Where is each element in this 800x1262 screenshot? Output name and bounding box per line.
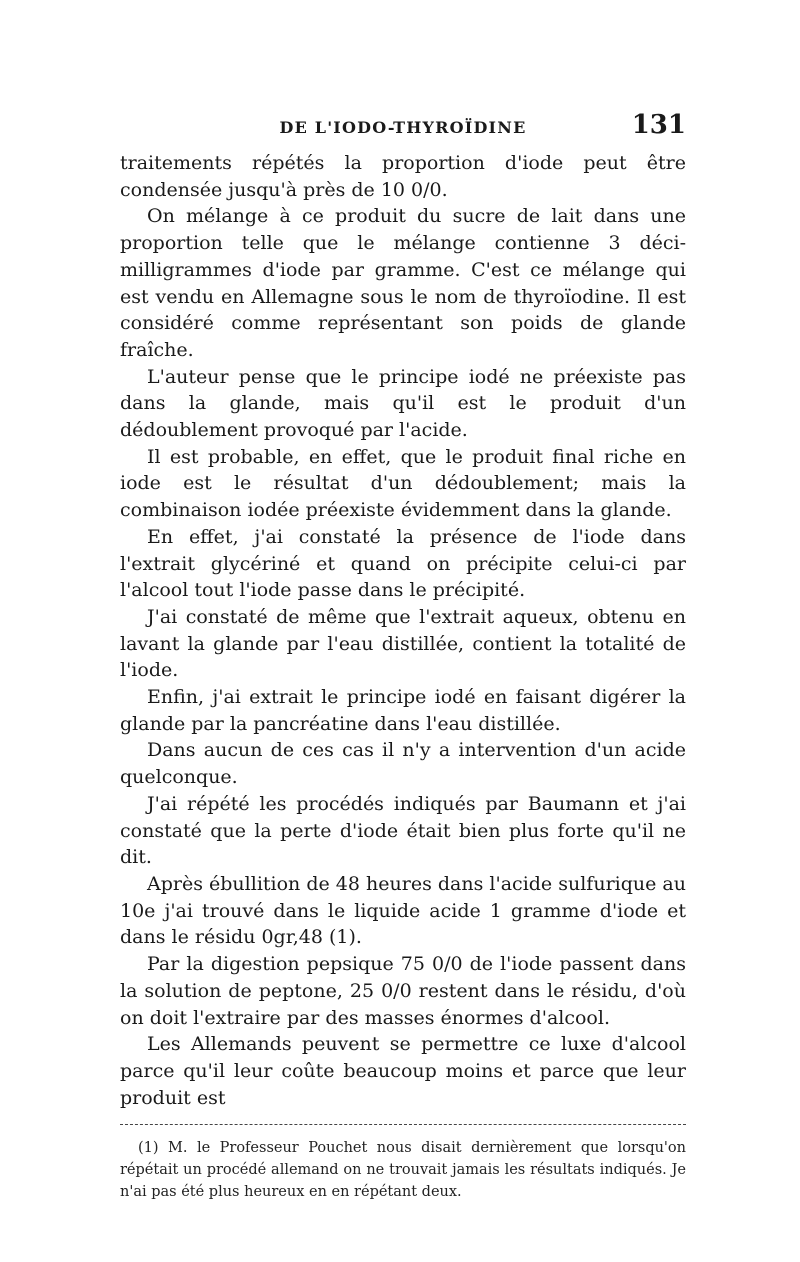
paragraph: Enfin, j'ai extrait le principe iodé en faisant digérer la glande par la pancréatine dans l'eau distillée. bbox=[120, 686, 686, 735]
paragraph: Dans aucun de ces cas il n'y a intervention d'un acide quelconque. bbox=[120, 739, 686, 789]
paragraph: J'ai constaté de même que l'extrait aqueux, obtenu en lavant la glande par l'eau distillée, contient la totalité de l'iode. bbox=[120, 605, 686, 682]
paragraph: L'auteur pense que le principe iodé ne préexiste pas dans la glande, mais qu'il est le produit d'un dédoublement provoqué par l'acide. bbox=[120, 365, 686, 442]
footnote-rule bbox=[120, 1124, 686, 1125]
paragraph: En effet, j'ai constaté la présence de l'iode dans l'extrait glycériné et quand on précipite celui-ci par l'alcool tout l'iode passe dans le précipité. bbox=[120, 525, 686, 602]
paragraph: Les Allemands peuvent se permettre ce luxe d'alcool parce qu'il leur coûte beaucoup moins et parce que leur produit est bbox=[120, 1033, 686, 1109]
body-text bbox=[120, 150, 686, 1111]
paragraph: Il est probable, en effet, que le produit final riche en iode est le résultat d'un dédoublement; mais la combinaison iodée préexiste évidemment dans la glande. bbox=[120, 445, 686, 522]
running-title: DE L'IODO-THYROÏDINE bbox=[279, 118, 527, 137]
page-number: 131 bbox=[631, 110, 686, 140]
paragraph: traitements répétés la proportion d'iode peut être condensée jusqu'à près de 10 0/0. bbox=[120, 152, 686, 201]
book-page bbox=[120, 110, 686, 1218]
paragraph: J'ai répété les procédés indiqués par Baumann et j'ai constaté que la perte d'iode était bien plus forte qu'il ne dit. bbox=[120, 792, 686, 869]
footnote: (1) M. le Professeur Pouchet nous disait dernièrement que lorsqu'on répétait un procédé allemand on ne trouvait jamais les résultats indiqués. Je n'ai pas été plus heureux en en répétant deux. bbox=[120, 1140, 686, 1201]
paragraph: Après ébullition de 48 heures dans l'acide sulfurique au 10e j'ai trouvé dans le liquide acide 1 gramme d'iode et dans le résidu 0gr,48 (1). bbox=[120, 872, 686, 949]
paragraph: Par la digestion pepsique 75 0/0 de l'iode passent dans la solution de peptone, 25 0/0 restent dans le résidu, d'où on doit l'extraire par des masses énormes d'alcool. bbox=[120, 953, 686, 1029]
running-head bbox=[120, 110, 686, 146]
paragraph: On mélange à ce produit du sucre de lait dans une proportion telle que le mélange contienne 3 déci-milligrammes d'iode par gramme. C'est ce mélange qui est vendu en Allemagne sous le nom de thyroïodine. Il est considéré comme représentant son poids de glande fraîche. bbox=[120, 205, 686, 361]
